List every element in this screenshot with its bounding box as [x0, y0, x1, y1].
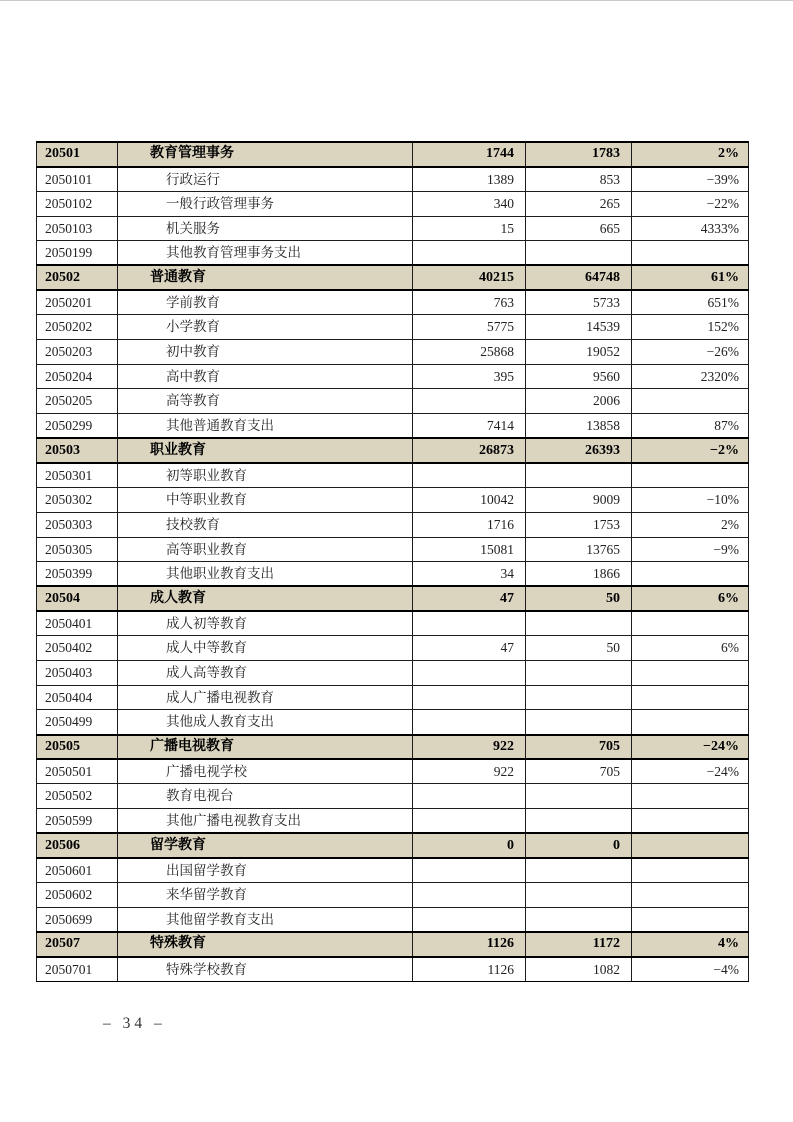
row-name: 成人高等教育 [118, 660, 413, 685]
row-code: 2050299 [37, 414, 118, 439]
row-value-curr: 0 [526, 833, 632, 858]
row-name: 其他成人教育支出 [118, 710, 413, 735]
row-name: 成人初等教育 [118, 611, 413, 636]
row-change-pct: −24% [632, 759, 749, 784]
row-change-pct: 651% [632, 290, 749, 315]
row-value-prev [413, 389, 526, 414]
row-change-pct: −26% [632, 340, 749, 365]
row-value-prev: 40215 [413, 265, 526, 290]
row-name: 特殊学校教育 [118, 957, 413, 982]
row-code: 2050204 [37, 364, 118, 389]
row-code: 2050601 [37, 858, 118, 883]
table-row [37, 216, 749, 241]
row-value-prev [413, 463, 526, 488]
row-code: 2050403 [37, 660, 118, 685]
row-change-pct [632, 685, 749, 710]
row-value-prev: 26873 [413, 438, 526, 463]
table-row [37, 611, 749, 636]
row-value-prev [413, 241, 526, 266]
row-name: 其他留学教育支出 [118, 907, 413, 932]
row-value-curr: 64748 [526, 265, 632, 290]
row-value-curr: 1172 [526, 932, 632, 957]
row-value-curr: 9009 [526, 488, 632, 513]
row-name: 成人广播电视教育 [118, 685, 413, 710]
row-code: 20505 [37, 735, 118, 760]
table-row [37, 932, 749, 957]
row-code: 2050199 [37, 241, 118, 266]
row-value-curr: 1783 [526, 142, 632, 167]
table-row [37, 241, 749, 266]
table-row [37, 438, 749, 463]
row-name: 高等教育 [118, 389, 413, 414]
row-value-prev [413, 611, 526, 636]
row-change-pct: −9% [632, 537, 749, 562]
row-change-pct: −22% [632, 191, 749, 216]
table-row [37, 364, 749, 389]
row-value-prev [413, 660, 526, 685]
row-change-pct [632, 241, 749, 266]
row-value-prev: 922 [413, 735, 526, 760]
row-code: 2050599 [37, 809, 118, 834]
row-code: 2050203 [37, 340, 118, 365]
row-name: 机关服务 [118, 216, 413, 241]
table-row [37, 636, 749, 661]
row-change-pct [632, 858, 749, 883]
table-row [37, 809, 749, 834]
row-value-curr [526, 463, 632, 488]
row-name: 成人教育 [118, 586, 413, 611]
row-name: 来华留学教育 [118, 883, 413, 908]
row-value-curr: 14539 [526, 315, 632, 340]
budget-table-container [36, 141, 748, 982]
row-code: 20503 [37, 438, 118, 463]
row-change-pct: −39% [632, 167, 749, 192]
row-change-pct [632, 710, 749, 735]
row-value-curr: 50 [526, 586, 632, 611]
row-value-curr [526, 710, 632, 735]
row-code: 2050301 [37, 463, 118, 488]
row-value-prev: 5775 [413, 315, 526, 340]
row-value-curr: 50 [526, 636, 632, 661]
row-change-pct [632, 660, 749, 685]
row-name: 其他广播电视教育支出 [118, 809, 413, 834]
row-code: 2050502 [37, 784, 118, 809]
table-row [37, 463, 749, 488]
row-value-prev: 7414 [413, 414, 526, 439]
row-value-prev: 34 [413, 562, 526, 587]
row-code: 2050602 [37, 883, 118, 908]
row-change-pct: 2% [632, 512, 749, 537]
row-value-curr: 13858 [526, 414, 632, 439]
row-name: 初中教育 [118, 340, 413, 365]
row-name: 广播电视教育 [118, 735, 413, 760]
row-value-prev [413, 809, 526, 834]
row-value-prev: 15081 [413, 537, 526, 562]
row-change-pct [632, 907, 749, 932]
row-code: 2050103 [37, 216, 118, 241]
row-code: 20504 [37, 586, 118, 611]
row-name: 行政运行 [118, 167, 413, 192]
row-value-prev [413, 883, 526, 908]
row-value-curr [526, 611, 632, 636]
row-code: 2050205 [37, 389, 118, 414]
row-value-curr: 665 [526, 216, 632, 241]
table-row [37, 660, 749, 685]
table-row [37, 759, 749, 784]
table-row [37, 710, 749, 735]
row-name: 技校教育 [118, 512, 413, 537]
row-value-prev: 1389 [413, 167, 526, 192]
row-change-pct: 4% [632, 932, 749, 957]
row-name: 高等职业教育 [118, 537, 413, 562]
row-name: 普通教育 [118, 265, 413, 290]
table-row [37, 290, 749, 315]
row-value-prev: 47 [413, 586, 526, 611]
row-change-pct: 2320% [632, 364, 749, 389]
row-code: 2050201 [37, 290, 118, 315]
row-code: 2050701 [37, 957, 118, 982]
row-change-pct: 4333% [632, 216, 749, 241]
row-name: 一般行政管理事务 [118, 191, 413, 216]
row-value-curr [526, 858, 632, 883]
row-value-prev [413, 907, 526, 932]
table-row [37, 833, 749, 858]
row-value-prev [413, 685, 526, 710]
row-value-curr: 1082 [526, 957, 632, 982]
row-code: 2050699 [37, 907, 118, 932]
row-change-pct [632, 809, 749, 834]
table-row [37, 907, 749, 932]
row-value-prev: 1744 [413, 142, 526, 167]
row-code: 20506 [37, 833, 118, 858]
row-code: 20507 [37, 932, 118, 957]
row-value-prev: 340 [413, 191, 526, 216]
row-value-curr: 705 [526, 735, 632, 760]
row-value-curr [526, 809, 632, 834]
row-value-prev: 1126 [413, 957, 526, 982]
table-row [37, 562, 749, 587]
row-code: 2050102 [37, 191, 118, 216]
row-value-curr: 853 [526, 167, 632, 192]
row-name: 中等职业教育 [118, 488, 413, 513]
row-value-prev [413, 784, 526, 809]
row-value-curr: 265 [526, 191, 632, 216]
table-row [37, 167, 749, 192]
table-row [37, 858, 749, 883]
row-code: 2050401 [37, 611, 118, 636]
row-name: 留学教育 [118, 833, 413, 858]
budget-table [36, 141, 749, 982]
table-row [37, 389, 749, 414]
row-value-prev: 1716 [413, 512, 526, 537]
row-value-prev: 0 [413, 833, 526, 858]
row-name: 小学教育 [118, 315, 413, 340]
row-value-prev: 395 [413, 364, 526, 389]
row-code: 2050404 [37, 685, 118, 710]
row-code: 2050202 [37, 315, 118, 340]
table-row [37, 883, 749, 908]
row-value-curr: 26393 [526, 438, 632, 463]
table-row [37, 685, 749, 710]
row-code: 2050305 [37, 537, 118, 562]
table-row [37, 340, 749, 365]
row-name: 成人中等教育 [118, 636, 413, 661]
table-row [37, 512, 749, 537]
row-name: 特殊教育 [118, 932, 413, 957]
row-value-curr [526, 907, 632, 932]
page-number: – 34 – [103, 1015, 166, 1032]
row-change-pct [632, 463, 749, 488]
row-value-prev: 922 [413, 759, 526, 784]
row-value-curr: 2006 [526, 389, 632, 414]
row-value-prev: 763 [413, 290, 526, 315]
row-name: 初等职业教育 [118, 463, 413, 488]
row-code: 2050501 [37, 759, 118, 784]
row-change-pct: −4% [632, 957, 749, 982]
row-change-pct: −10% [632, 488, 749, 513]
row-change-pct [632, 562, 749, 587]
table-row [37, 784, 749, 809]
row-change-pct [632, 833, 749, 858]
row-value-prev: 47 [413, 636, 526, 661]
row-value-prev: 25868 [413, 340, 526, 365]
row-value-curr: 13765 [526, 537, 632, 562]
table-row [37, 488, 749, 513]
row-code: 2050101 [37, 167, 118, 192]
row-value-curr: 705 [526, 759, 632, 784]
row-change-pct [632, 883, 749, 908]
row-code: 2050303 [37, 512, 118, 537]
row-value-curr [526, 883, 632, 908]
row-change-pct: 6% [632, 586, 749, 611]
row-change-pct: 61% [632, 265, 749, 290]
row-name: 出国留学教育 [118, 858, 413, 883]
row-value-prev [413, 858, 526, 883]
row-name: 教育管理事务 [118, 142, 413, 167]
row-name: 广播电视学校 [118, 759, 413, 784]
table-row [37, 735, 749, 760]
row-code: 2050402 [37, 636, 118, 661]
row-value-curr: 19052 [526, 340, 632, 365]
row-name: 其他职业教育支出 [118, 562, 413, 587]
row-name: 教育电视台 [118, 784, 413, 809]
row-value-curr: 1866 [526, 562, 632, 587]
row-code: 2050499 [37, 710, 118, 735]
row-change-pct: 152% [632, 315, 749, 340]
row-value-curr: 1753 [526, 512, 632, 537]
row-value-prev [413, 710, 526, 735]
row-value-prev: 10042 [413, 488, 526, 513]
row-value-curr [526, 784, 632, 809]
table-row [37, 315, 749, 340]
row-change-pct: 2% [632, 142, 749, 167]
row-name: 学前教育 [118, 290, 413, 315]
row-value-curr [526, 241, 632, 266]
row-value-prev: 1126 [413, 932, 526, 957]
row-change-pct [632, 611, 749, 636]
row-change-pct [632, 389, 749, 414]
row-value-curr [526, 685, 632, 710]
row-name: 职业教育 [118, 438, 413, 463]
table-row [37, 142, 749, 167]
row-code: 20501 [37, 142, 118, 167]
row-name: 其他教育管理事务支出 [118, 241, 413, 266]
table-row [37, 586, 749, 611]
row-name: 其他普通教育支出 [118, 414, 413, 439]
table-row [37, 265, 749, 290]
row-value-curr [526, 660, 632, 685]
row-change-pct: −2% [632, 438, 749, 463]
row-change-pct: 87% [632, 414, 749, 439]
row-value-prev: 15 [413, 216, 526, 241]
row-value-curr: 9560 [526, 364, 632, 389]
row-change-pct [632, 784, 749, 809]
row-code: 2050399 [37, 562, 118, 587]
row-value-curr: 5733 [526, 290, 632, 315]
row-name: 高中教育 [118, 364, 413, 389]
row-code: 2050302 [37, 488, 118, 513]
table-row [37, 957, 749, 982]
table-row [37, 537, 749, 562]
table-row [37, 414, 749, 439]
row-change-pct: 6% [632, 636, 749, 661]
table-row [37, 191, 749, 216]
row-change-pct: −24% [632, 735, 749, 760]
row-code: 20502 [37, 265, 118, 290]
